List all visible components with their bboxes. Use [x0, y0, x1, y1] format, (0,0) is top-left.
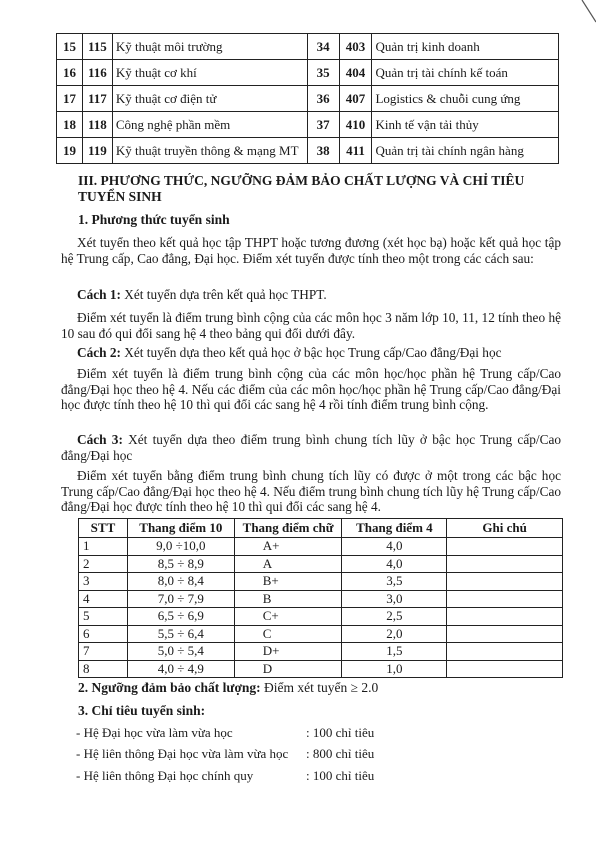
major-name-right: Kinh tế vận tải thủy	[372, 112, 559, 138]
score-table-row	[79, 590, 563, 608]
score-letter: A+	[234, 538, 342, 556]
score-stt: 3	[79, 573, 128, 591]
score-scale-4: 2,0	[342, 625, 447, 643]
score-stt: 8	[79, 660, 128, 678]
score-scale-4: 4,0	[342, 538, 447, 556]
major-code-right: 411	[339, 138, 372, 164]
score-table-row	[79, 573, 563, 591]
score-table-row	[79, 643, 563, 661]
score-stt: 4	[79, 590, 128, 608]
score-scale-10: 6,5 ÷ 6,9	[127, 608, 234, 626]
score-letter: C	[234, 625, 342, 643]
subheading-admission-methods: 1. Phương thức tuyển sinh	[78, 212, 230, 227]
score-note	[447, 555, 563, 573]
score-table-row	[79, 608, 563, 626]
quota-name: - Hệ liên thông Đại học vừa làm vừa học	[76, 746, 289, 761]
section-3-heading-line2: TUYỂN SINH	[78, 189, 162, 204]
major-code-right: 404	[339, 60, 372, 86]
score-note	[447, 573, 563, 591]
score-scale-4: 2,5	[342, 608, 447, 626]
way-3-description: Điểm xét tuyển bằng điểm trung bình chung tích lũy có được ở một trong các bậc học Trung cấp/Cao đẳng/Đại học theo hệ 4. Nếu điểm trung bình chung tích lũy hệ Trung cấp/Cao đẳng/Đại học được tính theo hệ 10 thì qui đổi các sang hệ 4.	[61, 468, 561, 514]
major-name-right: Quản trị kinh doanh	[372, 34, 559, 60]
score-table-header: Thang điểm 10	[127, 519, 234, 538]
section-3-heading	[78, 173, 524, 205]
score-table-header: Thang điểm chữ	[234, 519, 342, 538]
score-table-row	[79, 538, 563, 556]
score-conversion-table	[78, 518, 563, 678]
quota-value: : 100 chỉ tiêu	[306, 768, 375, 783]
majors-table-row	[57, 60, 559, 86]
score-scale-10: 8,0 ÷ 8,4	[127, 573, 234, 591]
major-code-left: 115	[82, 34, 112, 60]
quality-threshold-line	[78, 680, 378, 696]
row-no-right: 38	[307, 138, 339, 164]
score-scale-10: 5,5 ÷ 6,4	[127, 625, 234, 643]
score-letter: D	[234, 660, 342, 678]
score-letter: D+	[234, 643, 342, 661]
page-corner-mark	[576, 0, 596, 30]
row-no-right: 34	[307, 34, 339, 60]
score-note	[447, 608, 563, 626]
quota-item	[76, 725, 375, 741]
major-code-left: 119	[82, 138, 112, 164]
way-3-line	[61, 432, 561, 463]
score-note	[447, 590, 563, 608]
quota-name: - Hệ liên thông Đại học chính quy	[76, 768, 254, 783]
major-name-left: Công nghệ phần mềm	[112, 112, 307, 138]
row-no-right: 35	[307, 60, 339, 86]
score-scale-10: 5,0 ÷ 5,4	[127, 643, 234, 661]
major-name-left: Kỹ thuật cơ điện tử	[112, 86, 307, 112]
major-name-right: Quản trị tài chính kế toán	[372, 60, 559, 86]
intro-paragraph: Xét tuyển theo kết quả học tập THPT hoặc tương đương (xét học bạ) hoặc kết quả học tập hệ Trung cấp, Cao đẳng, Đại học. Điểm xét tuyển được tính theo một trong các cách sau:	[61, 235, 561, 266]
quality-threshold-value: Điểm xét tuyển ≥ 2.0	[260, 680, 379, 695]
way-1-label: Cách 1:	[77, 287, 121, 302]
majors-table	[56, 33, 559, 164]
row-no-right: 36	[307, 86, 339, 112]
quota-item	[76, 768, 375, 784]
row-no-left: 19	[57, 138, 83, 164]
subheading-quota: 3. Chỉ tiêu tuyển sinh:	[78, 703, 206, 718]
score-letter: C+	[234, 608, 342, 626]
quota-value: : 100 chỉ tiêu	[306, 725, 375, 740]
score-stt: 7	[79, 643, 128, 661]
score-scale-4: 1,0	[342, 660, 447, 678]
row-no-right: 37	[307, 112, 339, 138]
score-table-header: STT	[79, 519, 128, 538]
score-letter: B	[234, 590, 342, 608]
score-scale-4: 3,5	[342, 573, 447, 591]
majors-table-row	[57, 86, 559, 112]
way-1-description: Điểm xét tuyển là điểm trung bình cộng của các môn học 3 năm lớp 10, 11, 12 tính theo hệ 10 sau đó qui đổi sang hệ 4 theo bảng qui đổi dưới đây.	[61, 310, 561, 341]
way-1-text: Xét tuyển dựa trên kết quả học THPT.	[120, 287, 327, 302]
major-name-right: Logistics & chuỗi cung ứng	[372, 86, 559, 112]
way-2-line	[61, 345, 561, 361]
score-note	[447, 643, 563, 661]
score-scale-10: 4,0 ÷ 4,9	[127, 660, 234, 678]
quality-threshold-label: 2. Ngưỡng đảm bảo chất lượng:	[78, 680, 261, 695]
way-3-text: Xét tuyển dựa theo điểm trung bình chung tích lũy ở bậc học Trung cấp/Cao đẳng/Đại học	[61, 432, 561, 463]
score-scale-4: 3,0	[342, 590, 447, 608]
majors-table-row	[57, 112, 559, 138]
score-table-row	[79, 660, 563, 678]
quota-value: : 800 chỉ tiêu	[306, 746, 375, 761]
way-3-label: Cách 3:	[77, 432, 123, 447]
score-scale-4: 4,0	[342, 555, 447, 573]
way-2-text: Xét tuyển dựa theo kết quả học ở bậc học Trung cấp/Cao đẳng/Đại học	[120, 345, 502, 360]
score-scale-10: 8,5 ÷ 8,9	[127, 555, 234, 573]
way-2-label: Cách 2:	[77, 345, 121, 360]
majors-table-row	[57, 34, 559, 60]
major-code-left: 116	[82, 60, 112, 86]
major-name-right: Quản trị tài chính ngân hàng	[372, 138, 559, 164]
section-3-heading-line1: III. PHƯƠNG THỨC, NGƯỠNG ĐẢM BẢO CHẤT LƯỢNG VÀ CHỈ TIÊU	[78, 173, 525, 188]
major-code-right: 410	[339, 112, 372, 138]
score-table-row	[79, 625, 563, 643]
score-stt: 5	[79, 608, 128, 626]
score-scale-10: 7,0 ÷ 7,9	[127, 590, 234, 608]
row-no-left: 16	[57, 60, 83, 86]
major-name-left: Kỹ thuật cơ khí	[112, 60, 307, 86]
major-code-right: 407	[339, 86, 372, 112]
score-stt: 1	[79, 538, 128, 556]
score-scale-4: 1,5	[342, 643, 447, 661]
major-code-right: 403	[339, 34, 372, 60]
way-2-description: Điểm xét tuyển là điểm trung bình cộng của các môn học/học phần hệ Trung cấp/Cao đẳng/Đại học theo hệ 4. Nếu các điểm của các môn học/học phần hệ Trung cấp/Cao đẳng/Đại học được tính theo hệ 10 thì qui đổi các sang hệ 4 rồi tính điểm trung bình cộng.	[61, 366, 561, 412]
majors-table-row	[57, 138, 559, 164]
way-1-line	[61, 287, 561, 303]
score-note	[447, 625, 563, 643]
score-note	[447, 660, 563, 678]
score-letter: B+	[234, 573, 342, 591]
score-stt: 6	[79, 625, 128, 643]
row-no-left: 17	[57, 86, 83, 112]
score-table-header: Thang điểm 4	[342, 519, 447, 538]
score-note	[447, 538, 563, 556]
major-name-left: Kỹ thuật môi trường	[112, 34, 307, 60]
quota-name: - Hệ Đại học vừa làm vừa học	[76, 725, 233, 740]
major-name-left: Kỹ thuật truyền thông & mạng MT	[112, 138, 307, 164]
row-no-left: 18	[57, 112, 83, 138]
score-table-row	[79, 555, 563, 573]
score-scale-10: 9,0 ÷10,0	[127, 538, 234, 556]
quota-item	[76, 746, 375, 762]
row-no-left: 15	[57, 34, 83, 60]
score-letter: A	[234, 555, 342, 573]
major-code-left: 117	[82, 86, 112, 112]
major-code-left: 118	[82, 112, 112, 138]
score-stt: 2	[79, 555, 128, 573]
score-table-header: Ghi chú	[447, 519, 563, 538]
